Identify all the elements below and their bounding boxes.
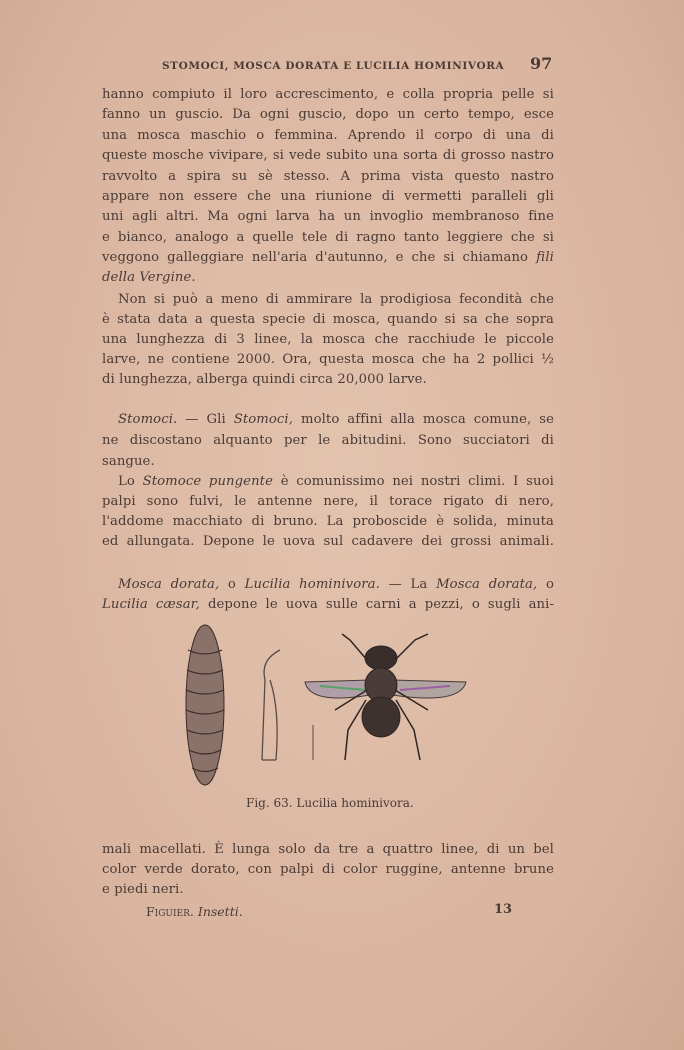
italic-term: Mosca dorata, xyxy=(436,577,538,592)
text-line: sangue. xyxy=(102,454,155,469)
running-title: STOMOCI, MOSCA DORATA E LUCILIA HOMINIVORA xyxy=(162,60,505,72)
italic-term: Stomoci, xyxy=(233,412,294,427)
text-line: larve, ne contiene 2000. Ora, questa mosca che ha 2 pollici ½ xyxy=(102,352,554,367)
text: o xyxy=(227,577,236,592)
text-line: mali macellati. È lunga solo da tre a quattro linee, di un bel xyxy=(102,842,554,857)
text-line xyxy=(102,269,554,287)
text-line: e bianco, analogo a quelle tele di ragno tanto leggiere che si xyxy=(102,230,554,245)
figure-caption: Fig. 63. Lucilia hominivora. xyxy=(246,796,414,810)
text-line: uni agli altri. Ma ogni larva ha un invoglio membranoso fine xyxy=(102,209,554,224)
text-line xyxy=(102,249,554,267)
fly-drawing xyxy=(305,634,466,760)
section-term: Lucilia hominivora. xyxy=(244,577,380,592)
text: Lo xyxy=(118,474,135,489)
text-line: una mosca maschio o femmina. Aprendo il corpo di una di xyxy=(102,128,554,143)
text-line xyxy=(102,596,554,614)
text: molto affini alla mosca comune, se xyxy=(300,412,554,427)
mouthpart-drawing xyxy=(262,650,280,760)
footer-title: Insetti. xyxy=(197,904,243,919)
text: è comunissimo nei nostri climi. I suoi xyxy=(280,474,554,489)
text-line: ed allungata. Depone le uova sul cadavere dei grossi animali. xyxy=(102,534,554,549)
italic-term: Stomoce pungente xyxy=(142,474,273,489)
text-line xyxy=(118,411,554,429)
lucilia-illustration xyxy=(170,620,480,795)
text-line: fanno un guscio. Da ogni guscio, dopo un certo tempo, esce xyxy=(102,107,554,122)
page-number: 97 xyxy=(530,54,553,73)
italic-term: Lucilia cæsar, xyxy=(102,597,200,612)
text-line: queste mosche vivipare, si vede subito una sorta di grosso nastro xyxy=(102,148,554,163)
italic-term: fili xyxy=(536,250,554,265)
text: veggono galleggiare nell'aria d'autunno, e che si chiamano xyxy=(102,250,529,265)
text-line: Non si può a meno di ammirare la prodigiosa fecondità che xyxy=(118,292,554,307)
text: — Gli xyxy=(185,412,226,427)
section-term: Mosca dorata, xyxy=(118,577,220,592)
text: — La xyxy=(388,577,428,592)
signature-mark: 13 xyxy=(494,902,513,917)
text-line xyxy=(118,473,554,491)
text-line xyxy=(118,576,554,594)
footer-author: Figuier. xyxy=(146,904,194,919)
text-line: palpi sono fulvi, le antenne nere, il torace rigato di nero, xyxy=(102,494,554,509)
text: depone le uova sulle carni a pezzi, o sugli ani- xyxy=(207,597,555,612)
text-line: ravvolto a spira su sè stesso. A prima vista questo nastro xyxy=(102,169,554,184)
text-line: color verde dorato, con palpi di color ruggine, antenne brune xyxy=(102,862,554,877)
text-line: hanno compiuto il loro accrescimento, e colla propria pelle si xyxy=(102,87,554,102)
italic-term: della Vergine. xyxy=(102,270,196,285)
footer-author-title xyxy=(146,904,243,919)
text-line: e piedi neri. xyxy=(102,882,184,897)
section-term: Stomoci. xyxy=(118,412,178,427)
text-line: ne discostano alquanto per le abitudini. Sono succiatori di xyxy=(102,433,554,448)
text-line: una lunghezza di 3 linee, la mosca che racchiude le piccole xyxy=(102,332,554,347)
text-line: l'addome macchiato di bruno. La proboscide è solida, minuta xyxy=(102,514,554,529)
text: o xyxy=(545,577,555,592)
text-line: è stata data a questa specie di mosca, quando si sa che sopra xyxy=(102,312,554,327)
larva-drawing xyxy=(186,625,224,785)
text-line: appare non essere che una riunione di vermetti paralleli gli xyxy=(102,189,554,204)
text-line: di lunghezza, alberga quindi circa 20,000 larve. xyxy=(102,372,427,387)
